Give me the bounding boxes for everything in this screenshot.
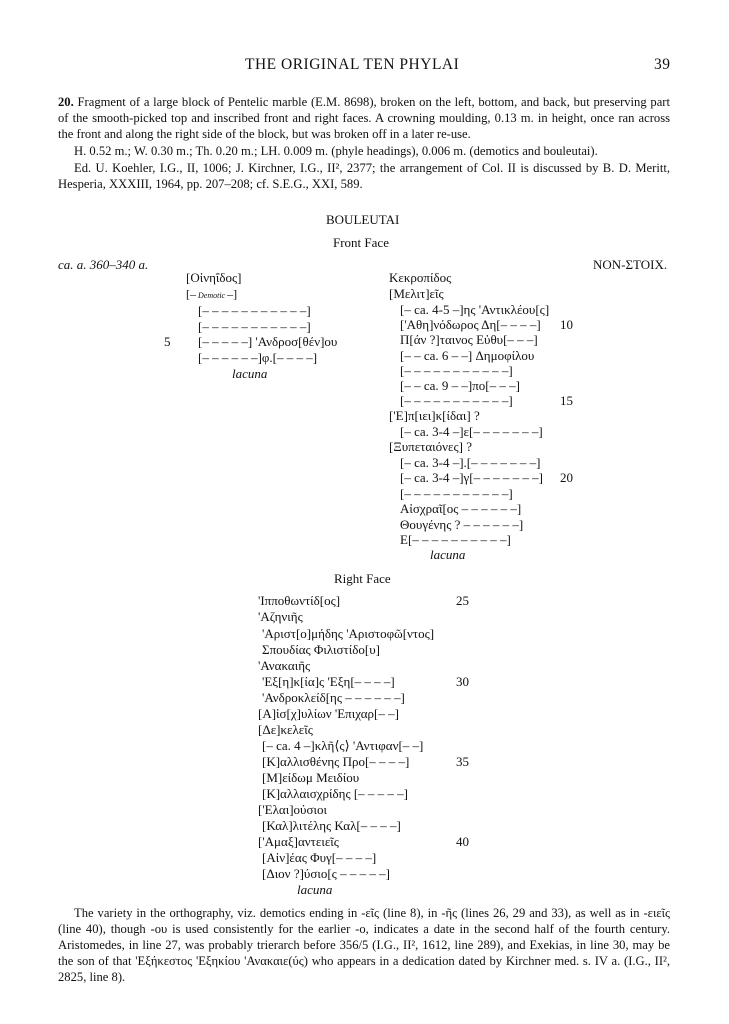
right-face-line: 'Ιπποθωντίδ[ος]: [258, 593, 341, 608]
front-right-line-number: 10: [560, 317, 573, 332]
front-right-line: Θουγένης ? – – – – – –]: [400, 517, 524, 532]
front-right-line: ['Ε]π[ιει]κ[ίδαι] ?: [389, 408, 480, 423]
front-right-line: [– – – – – – – – – – –]: [400, 486, 513, 501]
right-face-line: 'Αζηνιῆς: [258, 609, 303, 624]
right-face-line-number: 40: [456, 834, 469, 849]
entry-description-text: Fragment of a large block of Pentelic marble (E.M. 8698), broken on the left, bottom, and back, but preserving part of the smooth-picked top and inscribed front and right faces. A crowning moulding, 0.13 m. in height, once ran across the front and along the right side of the block, but was broken off in a later re-use.: [58, 95, 670, 141]
right-face-line-number: 30: [456, 674, 469, 689]
front-left-line: [– – – – – –]φ.[– – – –]: [198, 350, 318, 365]
right-face-line: [Μ]είδωμ Μειδίου: [262, 770, 360, 785]
front-left-line: [– Demotic –]: [186, 287, 238, 301]
entry-number: 20.: [58, 95, 74, 109]
right-face-line: 'Αριστ[ο]μήδης 'Αριστοφῶ[ντος]: [262, 626, 435, 641]
front-right-lacuna: lacuna: [430, 547, 466, 562]
front-left-line: [– – – – – – – – – – –]: [198, 319, 311, 334]
section-heading-bouleutai: BOULEUTAI: [326, 212, 400, 227]
page-number: 39: [654, 56, 671, 73]
right-face-line: [Καλ]λιτέλης Καλ[– – – –]: [262, 818, 401, 833]
section-heading-right-face: Right Face: [334, 571, 391, 586]
front-right-line: [– ca. 3-4 –]ε[– – – – – – –]: [400, 424, 543, 439]
right-face-line: [Α]ἰσ[χ]υλίων 'Επιχαρ[– –]: [258, 706, 399, 721]
front-right-line: [– – – – – – – – – – –]: [400, 363, 513, 378]
front-right-line: [– – – – – – – – – – –]: [400, 393, 513, 408]
right-face-line: [Κ]αλλαισχρίδης [– – – – –]: [262, 786, 409, 801]
front-right-line: [– – ca. 6 – –] Δημοφίλου: [400, 348, 535, 363]
right-face-line: [Κ]αλλισθένης Προ[– – – –]: [262, 754, 410, 769]
front-right-line: Κεκροπίδος: [389, 270, 452, 285]
front-right-line: Π[άν ?]ταινος Εὐθυ[– – –]: [400, 332, 538, 347]
right-face-line: 'Ανδροκλείδ[ης – – – – – –]: [262, 690, 405, 705]
front-right-line: Ε[– – – – – – – – – –]: [400, 532, 511, 547]
running-title: THE ORIGINAL TEN PHYLAI: [245, 56, 460, 73]
date-line: ca. a. 360–340 a.: [58, 257, 149, 272]
front-right-line: [Ξυπεταιόνες] ?: [389, 439, 473, 454]
entry-description: [58, 94, 670, 142]
front-right-line-number: 20: [560, 470, 573, 485]
front-right-line: [– – ca. 9 – –]πο[– – –]: [400, 378, 520, 393]
front-right-line: [– ca. 4-5 –]ης 'Αντικλέου[ς]: [400, 302, 550, 317]
editions: Ed. U. Koehler, I.G., II, 1006; J. Kirchner, I.G., II², 2377; the arrangement of Col. II is discussed by B. D. Meritt, Hesperia, XXXIII, 1964, pp. 207–208; cf. S.E.G., XXI, 589.: [58, 161, 670, 191]
front-left-line: [– – – – – – – – – – –]: [198, 303, 311, 318]
right-face-line: Σπουδίας Φιλιστίδο[υ]: [262, 642, 380, 657]
right-face-line-number: 35: [456, 754, 469, 769]
right-face-line: ['Ελαι]ούσιοι: [258, 802, 327, 817]
front-right-line: Αἰσχραῖ[ος – – – – – –]: [400, 501, 522, 516]
right-face-line: 'Εξ[η]κ[ία]ς 'Εξη[– – – –]: [262, 674, 395, 689]
right-face-line: 'Ανακαιῆς: [258, 658, 311, 673]
right-face-line: [– ca. 4 –]κλῆ⟨ς⟩ 'Αντιφαν[– –]: [262, 738, 424, 753]
front-left-lacuna: lacuna: [232, 366, 268, 381]
front-right-line-number: 15: [560, 393, 573, 408]
right-face-line: [Αἰν]έας Φυγ[– – – –]: [262, 850, 377, 865]
right-face-line: [Διον ?]ύσιο[ς – – – – –]: [262, 866, 390, 881]
right-face-line: [Δε]κελεῖς: [258, 722, 313, 737]
stoich-note: NON-ΣΤΟΙΧ.: [593, 257, 668, 272]
front-left-line: [Οἰνηΐδος]: [186, 270, 242, 285]
front-left-line: [– – – – –] 'Ανδροσ[θέν]ου: [198, 334, 338, 349]
right-face-line: ['Αμαξ]αντειεῖς: [258, 834, 339, 849]
dimensions: H. 0.52 m.; W. 0.30 m.; Th. 0.20 m.; LH. 0.009 m. (phyle headings), 0.006 m. (demotics and bouleutai).: [74, 144, 598, 158]
section-heading-front-face: Front Face: [333, 235, 389, 250]
front-right-line: [– ca. 3-4 –]γ[– – – – – – –]: [400, 470, 543, 485]
right-face-lacuna: lacuna: [297, 882, 333, 897]
front-right-line: [Μελιτ]εῖς: [389, 286, 444, 301]
front-right-line: [– ca. 3-4 –].[– – – – – – –]: [400, 455, 541, 470]
front-left-line-number: 5: [164, 334, 171, 349]
commentary: The variety in the orthography, viz. demotics ending in -εῖς (line 8), in -ῆς (lines 26, 29 and 33), as well as in -ειεῖς (line 40), though -ου is used consistently for the earlier -ο, indicates a date in the second half of the fourth century. Aristomedes, in line 27, was probably trierarch before 356/5 (I.G., II², 1612, line 289), and Exekias, in line 30, may be the son of that 'Εξήκεστος 'Εξηκίου 'Ανακαιε(ύς) who appears in a dedication dated by Kirchner med. s. IV a. (I.G., II², 2825, line 8).: [58, 906, 670, 984]
front-right-line: ['Αθη]νόδωρος Δη[– – – –]: [400, 317, 541, 332]
right-face-line-number: 25: [456, 593, 469, 608]
